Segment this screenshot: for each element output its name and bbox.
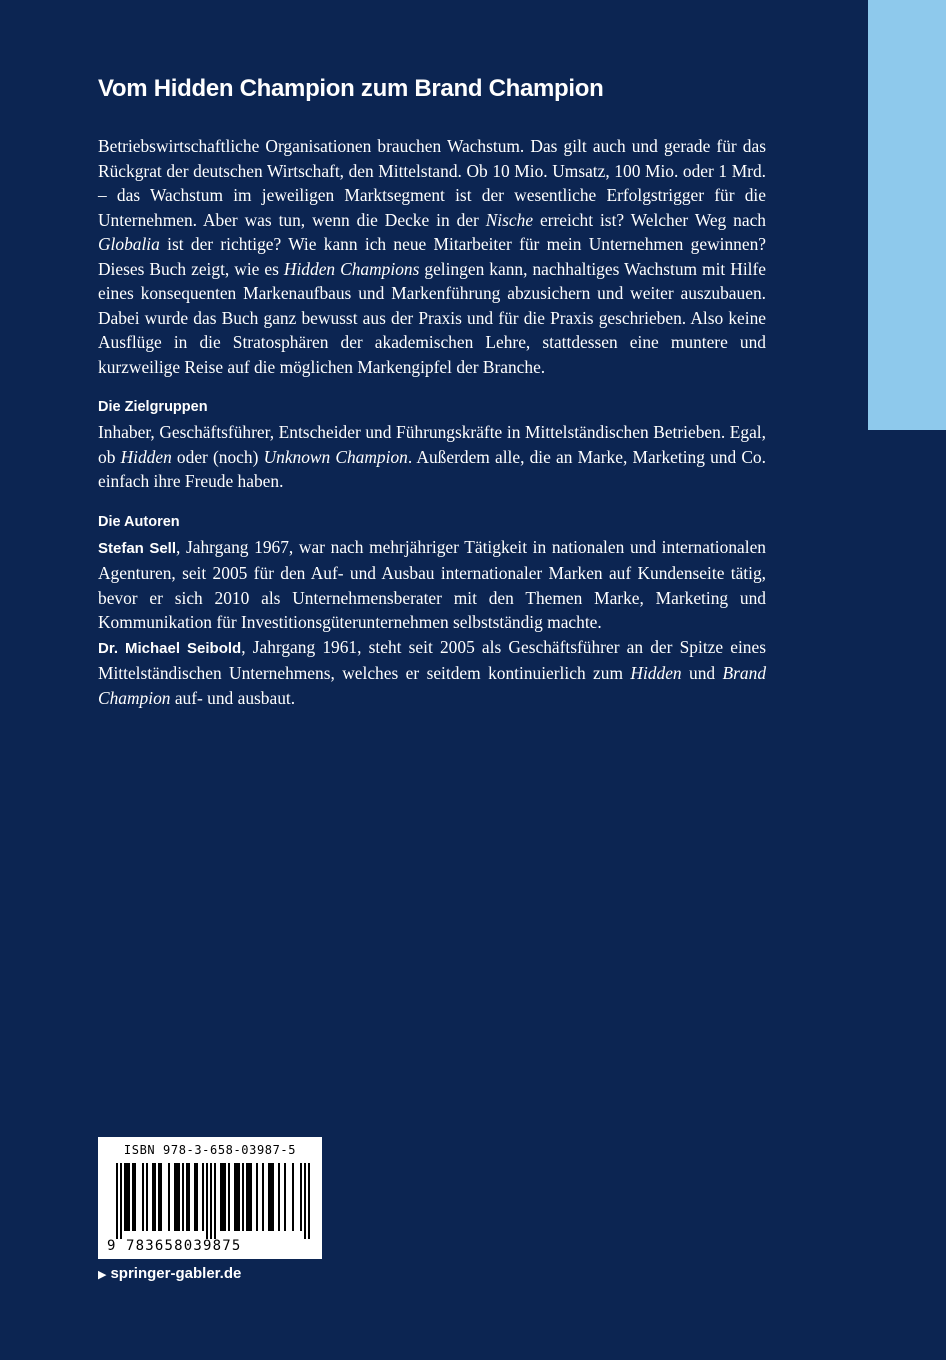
ean-digits: 783658039875 xyxy=(126,1238,242,1254)
barcode-bar xyxy=(256,1163,258,1231)
zielgruppen-text-1: Inhaber, Geschäftsführer, Entscheider und Führungskräfte in Mittelständischen Betrieben. Egal, ob xyxy=(98,422,766,467)
barcode-bar xyxy=(120,1163,122,1239)
barcode-bar xyxy=(214,1163,216,1239)
isbn-label: ISBN 978-3-658-03987-5 xyxy=(123,1143,297,1157)
intro-text-4: gelingen kann, nachhaltiges Wachstum mit Hilfe eines konsequenten Markenaufbaus und Markenführung abzusichern und weiter auszubauen. Dabei wurde das Buch ganz bewusst aus der Praxis und für die Praxis geschrieben. Also keine Ausflüge in die Stratosphären der akademischen Lehre, stattdessen eine muntere und kurzweilige Reise auf die möglichen Markengipfel der Branche. xyxy=(98,258,766,377)
autoren-heading: Die Autoren xyxy=(98,513,180,530)
barcode-bar xyxy=(308,1163,310,1239)
intro-italic-1: Nische xyxy=(485,209,534,230)
barcode-bar xyxy=(116,1163,118,1239)
barcode-bar xyxy=(182,1163,184,1231)
author1-name: Stefan Sell xyxy=(98,539,176,557)
barcode-bar xyxy=(270,1163,272,1231)
intro-italic-2: Globalia xyxy=(98,234,160,254)
zielgruppen-paragraph xyxy=(98,420,766,494)
author2-bio-3: auf- und ausbaut. xyxy=(170,687,296,708)
barcode-bar xyxy=(224,1163,226,1231)
intro-italic-3: Hidden Champions xyxy=(283,258,420,279)
barcode-bar xyxy=(160,1163,162,1231)
book-title: Vom Hidden Champion zum Brand Champion xyxy=(98,75,604,102)
barcode-bar xyxy=(124,1163,126,1231)
barcode-bar xyxy=(234,1163,236,1231)
barcode-bar xyxy=(236,1163,238,1231)
back-cover-text xyxy=(98,72,766,710)
barcode-bar xyxy=(206,1163,208,1239)
intro-paragraph xyxy=(98,134,766,379)
isbn-barcode xyxy=(98,1137,322,1259)
barcode-bar xyxy=(132,1163,134,1231)
author2-bio-2: und xyxy=(681,663,723,683)
barcode-bar xyxy=(188,1163,190,1231)
barcode-bar xyxy=(284,1163,286,1231)
barcode-bar xyxy=(142,1163,144,1231)
barcode-bar xyxy=(186,1163,188,1231)
barcode-bar xyxy=(242,1163,244,1231)
barcode-bar xyxy=(268,1163,270,1231)
barcode-bar xyxy=(238,1163,240,1231)
barcode-bar xyxy=(272,1163,274,1231)
barcode-bar xyxy=(146,1163,148,1231)
ean-lead-digit: 9 xyxy=(107,1238,116,1254)
website-link[interactable] xyxy=(98,1265,241,1282)
barcode-bar xyxy=(248,1163,250,1231)
barcode-bar xyxy=(126,1163,128,1231)
barcode-bar xyxy=(250,1163,252,1231)
barcode-bar xyxy=(152,1163,154,1231)
intro-text-3: ist der richtige? Wie kann ich neue Mitarbeiter für mein Unternehmen gewinnen? Dieses Buch zeigt, wie es xyxy=(98,234,766,279)
barcode-bar xyxy=(154,1163,156,1231)
barcode-bar xyxy=(128,1163,130,1231)
barcode-bar xyxy=(262,1163,264,1231)
author2-italic-2: Brand Champion xyxy=(98,663,767,708)
barcode-bar xyxy=(210,1163,212,1239)
barcode-bar xyxy=(228,1163,230,1231)
barcode-bar xyxy=(220,1163,222,1231)
barcode-bar xyxy=(292,1163,294,1231)
barcode-bar xyxy=(304,1163,306,1239)
author2-italic-1: Hidden xyxy=(630,663,682,683)
barcode-bar xyxy=(176,1163,178,1231)
play-arrow-icon: ▶ xyxy=(98,1269,107,1281)
barcode-bar xyxy=(158,1163,160,1231)
zielgruppen-heading: Die Zielgruppen xyxy=(98,399,208,415)
intro-text-1: Betriebswirtschaftliche Organisationen brauchen Wachstum. Das gilt auch und gerade für das Rückgrat der deutschen Wirtschaft, den Mittelstand. Ob 10 Mio. Umsatz, 100 Mio. oder 1 Mrd. – das Wachstum im jeweiligen Marktsegment ist der wesentliche Erfolgstrigger für die Unternehmen. Aber was tun, wenn die Decke in der xyxy=(98,136,766,230)
website-url: springer-gabler.de xyxy=(110,1265,242,1282)
barcode-bar xyxy=(300,1163,302,1231)
zielgruppen-italic-2: Unknown Champion xyxy=(263,446,408,467)
barcode-bar xyxy=(246,1163,248,1231)
author2-bio-1: , Jahrgang 1961, steht seit 2005 als Geschäftsführer an der Spitze eines Mittelständischen Unternehmens, welches er seitdem kontinuierlich zum xyxy=(98,636,766,683)
barcode-bars xyxy=(98,1163,322,1239)
barcode-bar xyxy=(222,1163,224,1231)
author2-name: Dr. Michael Seibold xyxy=(98,639,242,657)
barcode-bar xyxy=(168,1163,170,1231)
zielgruppen-text-2: oder (noch) xyxy=(171,446,264,467)
barcode-bar xyxy=(174,1163,176,1231)
barcode-bar xyxy=(202,1163,204,1231)
barcode-bar xyxy=(134,1163,136,1231)
autoren-paragraph xyxy=(98,535,766,711)
zielgruppen-italic-1: Hidden xyxy=(120,446,172,467)
barcode-bar xyxy=(194,1163,196,1231)
intro-text-2: erreicht ist? Welcher Weg nach xyxy=(533,209,766,230)
barcode-bar xyxy=(278,1163,280,1231)
zielgruppen-text-3: . Außerdem alle, die an Marke, Marketing und Co. einfach ihre Freude haben. xyxy=(98,446,766,491)
barcode-bar xyxy=(196,1163,198,1231)
accent-strip xyxy=(868,0,946,430)
author1-bio: , Jahrgang 1967, war nach mehrjähriger Tätigkeit in nationalen und internationalen Agenturen, seit 2005 für den Auf- und Ausbau internationaler Marken auf Kundenseite tätig, bevor er sich 2010 als Unternehmensberater mit den Themen Marke, Marketing und Kommunikation für Investitionsgüterunternehmen selbstständig machte. xyxy=(98,536,766,632)
barcode-bar xyxy=(178,1163,180,1231)
